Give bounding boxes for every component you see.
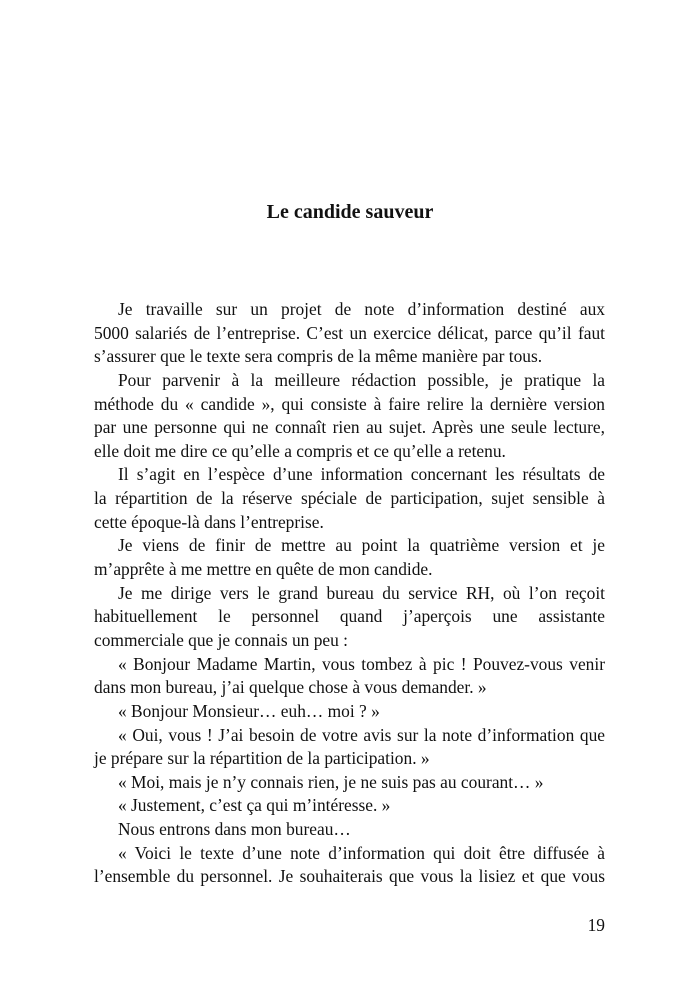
text-line: cette époque-là dans l’entreprise. — [94, 511, 324, 532]
text-line: commerciale que je connais un peu : — [94, 629, 348, 650]
chapter-title: Le candide sauveur — [266, 201, 434, 223]
text-line: s’assurer que le texte sera compris de la même manière par tous. — [94, 346, 543, 367]
body-text — [94, 298, 605, 889]
text-line: « Justement, c’est ça qui m’intéresse. » — [118, 795, 391, 816]
page-number: 19 — [587, 915, 605, 935]
text-line: Nous entrons dans mon bureau… — [118, 819, 351, 840]
text-line: Pour parvenir à la meilleure rédaction possible, je pratique la — [118, 369, 605, 390]
text-line: la répartition de la réserve spéciale de participation, sujet sensible à — [94, 488, 605, 509]
text-line: « Voici le texte d’une note d’information qui doit être diffusée à — [118, 842, 605, 863]
text-line: dans mon bureau, j’ai quelque chose à vous demander. » — [94, 677, 487, 698]
text-line: 5000 salariés de l’entreprise. C’est un exercice délicat, parce qu’il faut — [94, 322, 605, 343]
text-line: je prépare sur la répartition de la participation. » — [94, 748, 430, 769]
text-line: Il s’agit en l’espèce d’une information concernant les résultats de — [118, 464, 605, 485]
text-line: Je me dirige vers le grand bureau du service RH, où l’on reçoit — [118, 582, 605, 603]
text-line: « Bonjour Madame Martin, vous tombez à pic ! Pouvez-vous venir — [118, 653, 605, 674]
text-line: Je viens de finir de mettre au point la quatrième version et je — [118, 535, 605, 556]
text-line: « Bonjour Monsieur… euh… moi ? » — [118, 700, 380, 721]
text-line: l’ensemble du personnel. Je souhaiterais que vous la lisiez et que vous — [94, 866, 605, 887]
text-line: « Oui, vous ! J’ai besoin de votre avis sur la note d’information que — [118, 724, 605, 745]
text-line: m’apprête à me mettre en quête de mon candide. — [94, 559, 433, 580]
text-line: méthode du « candide », qui consiste à faire relire la dernière version — [94, 393, 605, 414]
text-line: habituellement le personnel quand j’aperçois une assistante — [94, 606, 605, 627]
text-line: par une personne qui ne connaît rien au sujet. Après une seule lecture, — [94, 417, 605, 438]
text-line: « Moi, mais je n’y connais rien, je ne suis pas au courant… » — [118, 771, 544, 792]
text-line: Je travaille sur un projet de note d’information destiné aux — [118, 299, 605, 319]
text-line: elle doit me dire ce qu’elle a compris et ce qu’elle a retenu. — [94, 440, 506, 461]
